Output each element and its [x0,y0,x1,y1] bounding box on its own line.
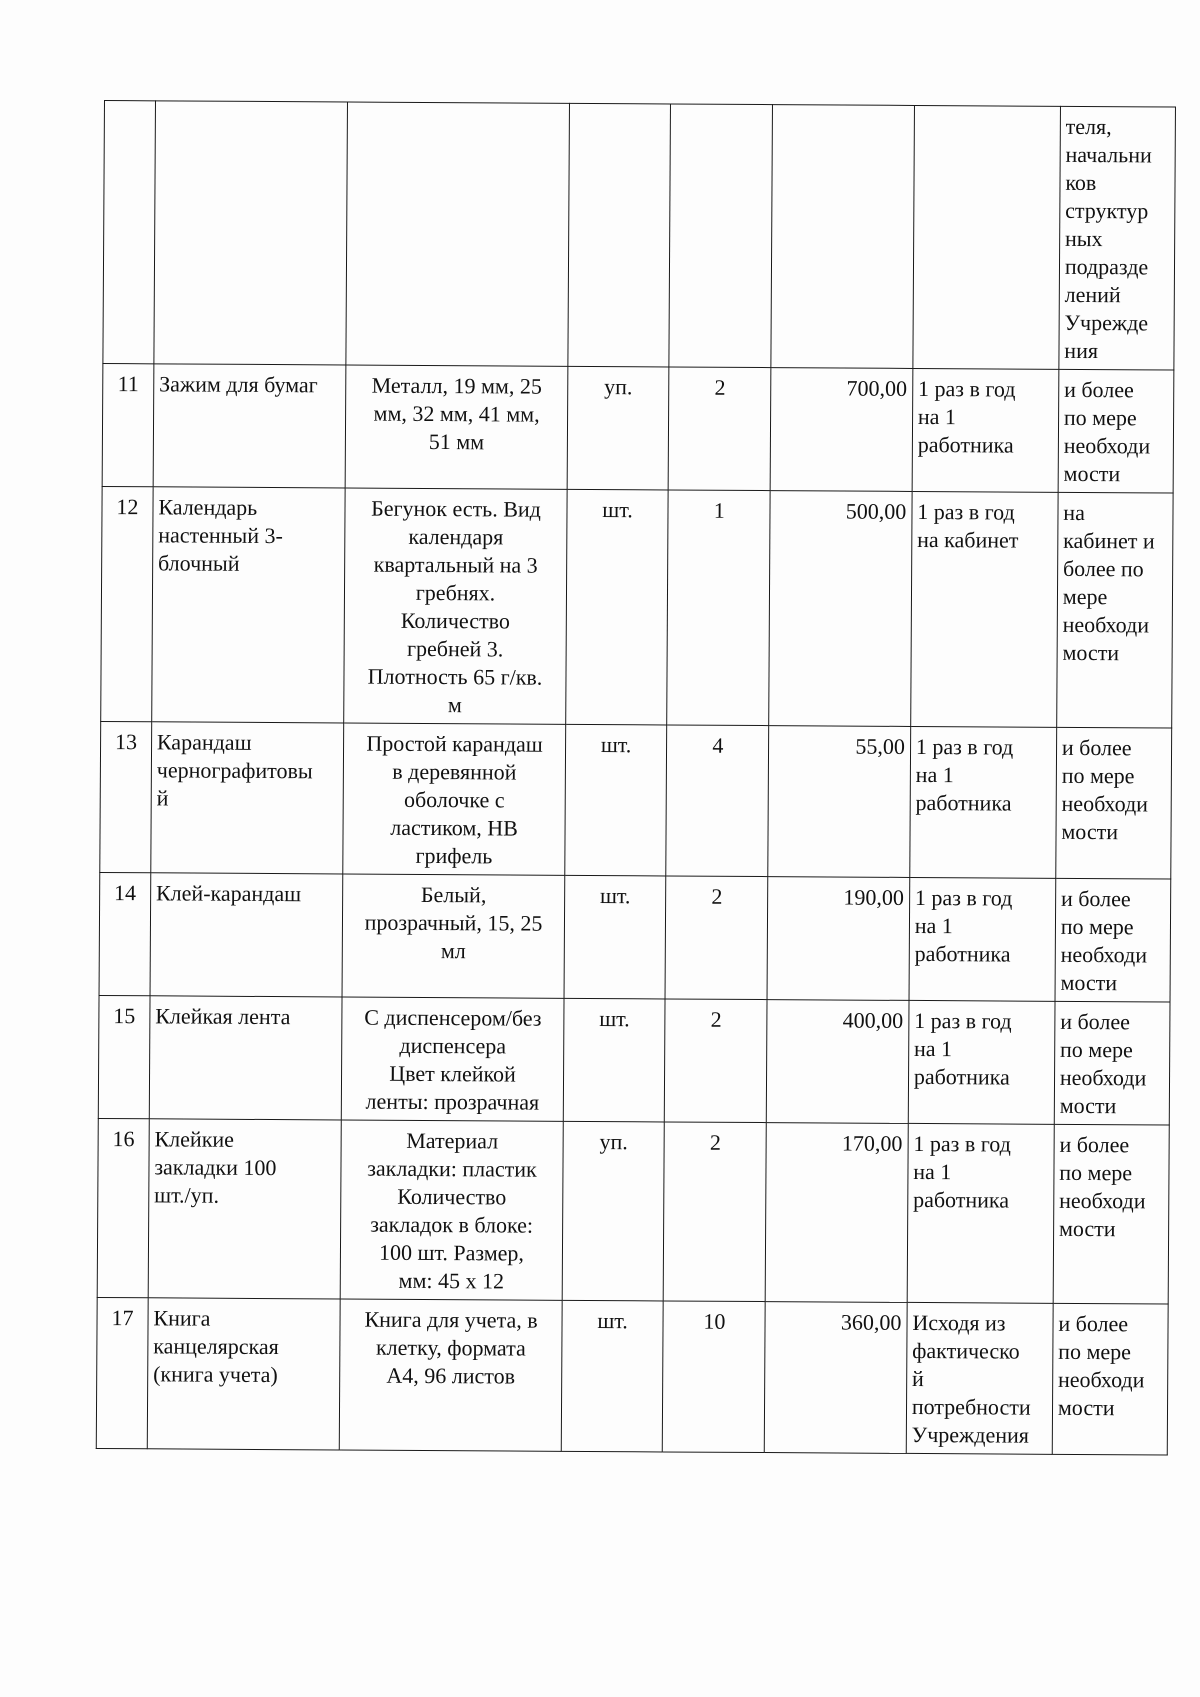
cell-name: Книга канцелярская (книга учета) [147,1298,340,1450]
cell-name: Клейкая лента [149,996,342,1120]
cell-desc: Бегунок есть. Вид календаря квартальный на 3 гребнях. Количество гребней 3. Плотность 65 г/кв. м [344,488,567,724]
cell-desc: Материал закладки: пластик Количество закладок в блоке: 100 шт. Размер, мм: 45 х 12 [341,1120,563,1300]
cell-price: 700,00 [770,368,912,492]
table-row [99,872,1171,1002]
cell-desc: Книга для учета, в клетку, формата А4, 96 листов [340,1299,562,1451]
cell-price: 190,00 [767,877,909,1001]
cell-num: 11 [102,363,154,486]
cell-qty: 2 [669,367,772,491]
cell-num: 15 [98,995,150,1118]
cell-note: и более по мере необходи мости [1054,1001,1170,1125]
cell-unit: уп. [567,366,670,490]
table-row [102,363,1174,493]
cell-unit [568,103,671,367]
table-row [97,1118,1169,1304]
cell-unit: шт. [564,875,667,999]
cell-note: и более по мере необходи мости [1053,1124,1169,1304]
cell-unit: шт. [563,998,666,1122]
cell-qty: 2 [665,999,768,1123]
cell-note: теля, начальни ков структур ных подразде лений Учрежде ния [1059,106,1176,370]
table-row [96,1297,1168,1455]
cell-period: Исходя из фактическо й потребности Учреждения [906,1302,1053,1454]
cell-unit: шт. [564,724,667,876]
cell-unit: уп. [562,1121,665,1301]
cell-price: 55,00 [768,726,911,878]
cell-price: 360,00 [764,1302,907,1454]
cell-price: 500,00 [769,491,912,727]
cell-name: Клейкие закладки 100 шт./уп. [148,1119,342,1299]
cell-name: Карандаш чернографитовы й [151,722,344,874]
cell-num: 14 [99,872,151,995]
cell-name: Зажим для бумаг [153,364,346,488]
cell-desc: С диспенсером/без диспенсера Цвет клейкой ленты: прозрачная [342,997,564,1121]
table-row [100,721,1172,879]
table-row [98,995,1170,1125]
cell-qty: 4 [666,725,769,877]
cell-qty: 1 [667,490,770,726]
cell-qty: 10 [663,1301,766,1453]
cell-price [771,105,914,369]
cell-qty: 2 [665,876,768,1000]
cell-qty [669,104,772,368]
cell-period: 1 раз в год на 1 работника [909,877,1056,1001]
cell-period [913,105,1061,369]
cell-note: и более по мере необходи мости [1052,1303,1168,1455]
cell-num: 13 [100,721,152,872]
cell-desc: Белый, прозрачный, 15, 25 мл [342,874,564,998]
cell-price: 400,00 [766,1000,908,1124]
cell-name: Клей-карандаш [150,873,343,997]
cell-name [154,101,348,365]
cell-period: 1 раз в год на 1 работника [908,1000,1055,1124]
cell-period: 1 раз в год на 1 работника [907,1123,1054,1303]
cell-period: 1 раз в год на 1 работника [910,726,1057,878]
cell-name: Календарь настенный 3- блочный [152,487,346,723]
cell-num: 16 [97,1118,149,1297]
cell-desc [346,102,569,366]
cell-num: 17 [96,1297,148,1448]
cell-desc: Металл, 19 мм, 25 мм, 32 мм, 41 мм, 51 мм [346,365,568,489]
cell-note: на кабинет и более по мере необходи мости [1057,492,1174,728]
table-row [101,486,1173,728]
cell-note: и более по мере необходи мости [1056,727,1172,879]
cell-num: 12 [101,486,153,721]
cell-unit: шт. [565,489,668,725]
cell-qty: 2 [664,1122,767,1302]
cell-num [103,101,155,364]
cell-period: 1 раз в год на кабинет [911,491,1058,727]
cell-note: и более по мере необходи мости [1055,878,1171,1002]
cell-unit: шт. [561,1300,664,1452]
cell-desc: Простой карандаш в деревянной оболочке с ластиком, HB грифель [343,723,565,875]
cell-note: и более по мере необходи мости [1058,369,1174,493]
cell-period: 1 раз в год на 1 работника [912,368,1059,492]
table-row [103,101,1176,371]
cell-price: 170,00 [765,1123,908,1303]
supplies-table [96,100,1176,1456]
